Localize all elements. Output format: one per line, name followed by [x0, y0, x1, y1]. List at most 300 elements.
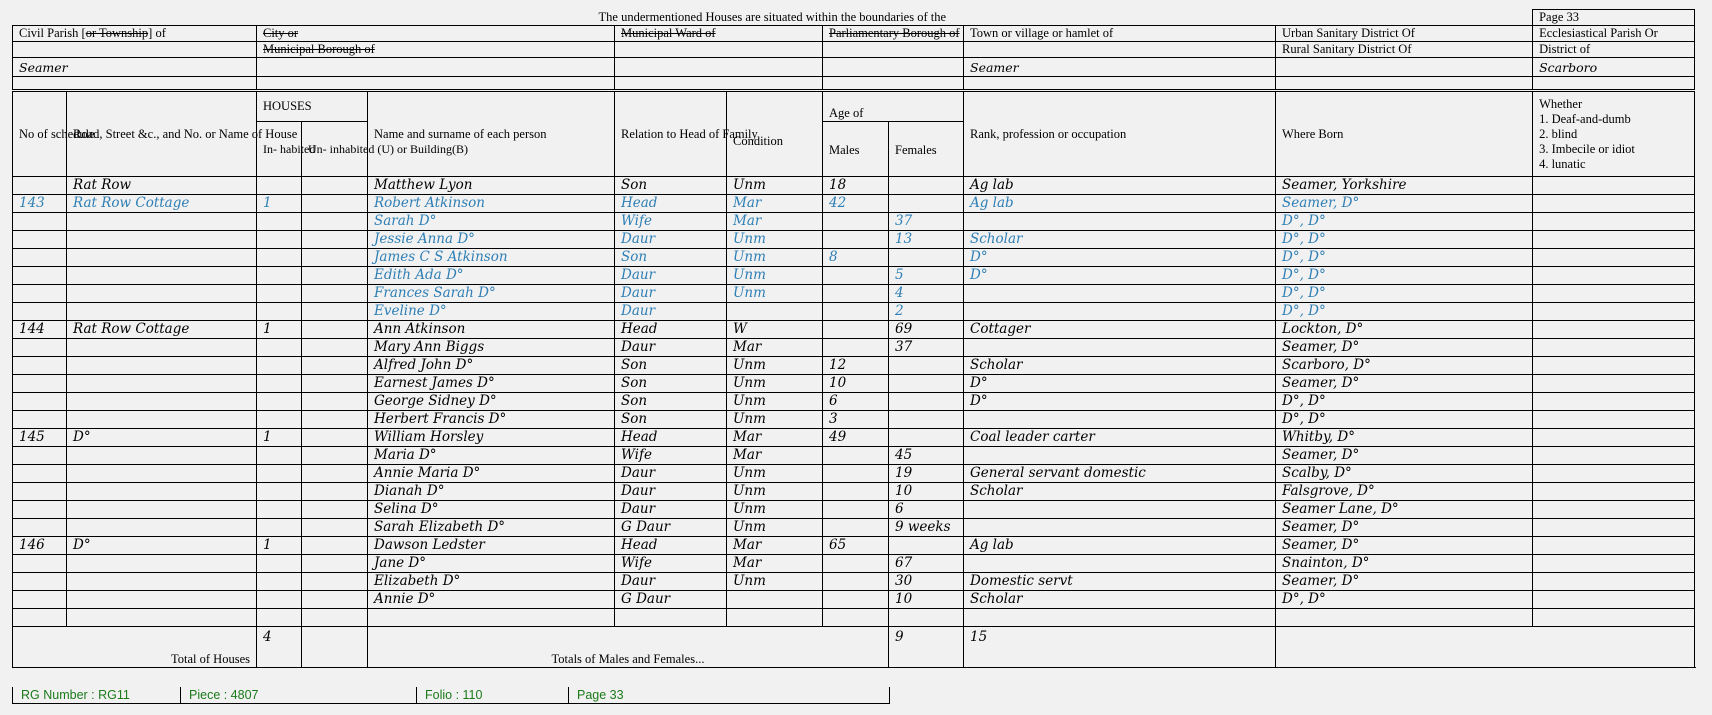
occupation-cell — [964, 555, 1276, 573]
uninhabited-cell — [302, 393, 368, 411]
table-row — [13, 393, 1695, 411]
table-row — [13, 483, 1695, 501]
table-row — [13, 465, 1695, 483]
name-cell: Ann Atkinson — [368, 321, 615, 339]
male-age-cell — [823, 303, 889, 321]
inhabited-cell — [257, 231, 302, 249]
infirmity-cell — [1533, 357, 1695, 375]
inhabited-cell — [257, 465, 302, 483]
inhabited-cell — [257, 555, 302, 573]
header-row-labels — [13, 26, 1695, 42]
infirmity-cell — [1533, 231, 1695, 249]
relation-cell: Head — [615, 195, 727, 213]
uninhabited-cell — [302, 411, 368, 429]
road-cell — [67, 285, 257, 303]
municipal-ward-label: Municipal Ward of — [615, 26, 823, 42]
birthplace-cell: D°, D° — [1276, 231, 1533, 249]
male-age-cell — [823, 573, 889, 591]
name-cell: Alfred John D° — [368, 357, 615, 375]
name-cell: Frances Sarah D° — [368, 285, 615, 303]
uninhabited-cell — [302, 483, 368, 501]
uninhabited-cell — [302, 591, 368, 609]
female-age-cell — [889, 195, 964, 213]
condition-cell: W — [727, 321, 823, 339]
schedule-cell — [13, 267, 67, 285]
inhabited-cell — [257, 177, 302, 195]
inhabited-cell — [257, 249, 302, 267]
infirmity-cell — [1533, 339, 1695, 357]
occupation-cell — [964, 519, 1276, 537]
condition-cell: Unm — [727, 375, 823, 393]
table-row — [13, 231, 1695, 249]
relation-cell: Daur — [615, 339, 727, 357]
road-cell: Rat Row Cottage — [67, 321, 257, 339]
col-name: Name and surname of each person — [368, 92, 615, 177]
male-age-cell — [823, 339, 889, 357]
relation-cell: Wife — [615, 447, 727, 465]
relation-cell: Son — [615, 411, 727, 429]
infirmity-cell — [1533, 555, 1695, 573]
condition-cell: Mar — [727, 537, 823, 555]
header-row-blank — [13, 77, 1695, 90]
road-cell — [67, 357, 257, 375]
uninhabited-cell — [302, 231, 368, 249]
schedule-cell — [13, 249, 67, 267]
piece-number: Piece : 4807 — [181, 687, 417, 703]
infirmity-cell — [1533, 411, 1695, 429]
condition-cell: Unm — [727, 501, 823, 519]
census-rows — [13, 177, 1695, 609]
relation-cell: Head — [615, 429, 727, 447]
relation-cell: Daur — [615, 285, 727, 303]
road-cell: Rat Row — [67, 177, 257, 195]
relation-cell: Daur — [615, 573, 727, 591]
occupation-cell — [964, 411, 1276, 429]
header-row-labels-2 — [13, 42, 1695, 58]
relation-cell: Son — [615, 357, 727, 375]
col-houses: HOUSES — [257, 92, 368, 122]
infirmity-cell — [1533, 483, 1695, 501]
name-cell: Herbert Francis D° — [368, 411, 615, 429]
uninhabited-cell — [302, 555, 368, 573]
condition-cell — [727, 303, 823, 321]
occupation-cell — [964, 285, 1276, 303]
name-cell: Eveline D° — [368, 303, 615, 321]
infirmity-cell — [1533, 591, 1695, 609]
uninhabited-cell — [302, 501, 368, 519]
relation-cell: Daur — [615, 231, 727, 249]
inhabited-cell — [257, 573, 302, 591]
female-age-cell: 37 — [889, 339, 964, 357]
inhabited-cell: 1 — [257, 429, 302, 447]
male-age-cell — [823, 501, 889, 519]
table-row — [13, 411, 1695, 429]
relation-cell: Son — [615, 393, 727, 411]
whether-3: 3. Imbecile or idiot — [1539, 141, 1635, 156]
table-row — [13, 573, 1695, 591]
male-age-cell — [823, 465, 889, 483]
uninhabited-cell — [302, 177, 368, 195]
total-persons-label: Totals of Males and Females... — [368, 627, 889, 668]
condition-cell: Unm — [727, 249, 823, 267]
whether-4: 4. lunatic — [1539, 156, 1586, 171]
town-value: Seamer — [964, 58, 1276, 77]
infirmity-cell — [1533, 213, 1695, 231]
occupation-cell: D° — [964, 267, 1276, 285]
road-cell: Rat Row Cottage — [67, 195, 257, 213]
condition-cell: Unm — [727, 177, 823, 195]
inhabited-cell — [257, 285, 302, 303]
infirmity-cell — [1533, 375, 1695, 393]
schedule-cell: 146 — [13, 537, 67, 555]
name-cell: Dawson Ledster — [368, 537, 615, 555]
occupation-cell: Scholar — [964, 357, 1276, 375]
birthplace-cell: Scalby, D° — [1276, 465, 1533, 483]
occupation-cell: D° — [964, 393, 1276, 411]
relation-cell: Wife — [615, 555, 727, 573]
infirmity-cell — [1533, 321, 1695, 339]
schedule-cell — [13, 177, 67, 195]
uninhabited-cell — [302, 339, 368, 357]
total-houses-label: Total of Houses — [13, 627, 257, 668]
condition-cell: Mar — [727, 195, 823, 213]
name-cell: Matthew Lyon — [368, 177, 615, 195]
infirmity-cell — [1533, 195, 1695, 213]
table-row — [13, 321, 1695, 339]
schedule-cell: 144 — [13, 321, 67, 339]
inhabited-cell — [257, 591, 302, 609]
infirmity-cell — [1533, 465, 1695, 483]
female-age-cell — [889, 357, 964, 375]
name-cell: George Sidney D° — [368, 393, 615, 411]
col-whether — [1533, 92, 1695, 177]
female-age-cell — [889, 249, 964, 267]
male-age-cell: 49 — [823, 429, 889, 447]
municipal-borough-label: Municipal Borough of — [257, 42, 615, 58]
infirmity-cell — [1533, 519, 1695, 537]
schedule-cell — [13, 393, 67, 411]
name-cell: Jessie Anna D° — [368, 231, 615, 249]
total-males: 9 — [889, 627, 964, 668]
condition-cell — [727, 591, 823, 609]
birthplace-cell: Seamer, D° — [1276, 375, 1533, 393]
male-age-cell — [823, 231, 889, 249]
eccl-label-2: District of — [1533, 42, 1695, 58]
condition-cell: Mar — [727, 429, 823, 447]
col-born: Where Born — [1276, 92, 1533, 177]
parliamentary-borough-label: Parliamentary Borough of — [823, 26, 964, 42]
infirmity-cell — [1533, 573, 1695, 591]
name-cell: Elizabeth D° — [368, 573, 615, 591]
name-cell: Robert Atkinson — [368, 195, 615, 213]
female-age-cell — [889, 177, 964, 195]
header-row-boundaries — [13, 10, 1695, 26]
name-cell: Maria D° — [368, 447, 615, 465]
occupation-cell: Ag lab — [964, 177, 1276, 195]
occupation-cell: Scholar — [964, 483, 1276, 501]
table-row — [13, 519, 1695, 537]
birthplace-cell: D°, D° — [1276, 285, 1533, 303]
condition-cell: Unm — [727, 285, 823, 303]
schedule-cell — [13, 213, 67, 231]
inhabited-cell: 1 — [257, 537, 302, 555]
road-cell — [67, 447, 257, 465]
birthplace-cell: Seamer, D° — [1276, 519, 1533, 537]
male-age-cell — [823, 519, 889, 537]
road-cell — [67, 267, 257, 285]
inhabited-cell: 1 — [257, 195, 302, 213]
female-age-cell: 30 — [889, 573, 964, 591]
inhabited-cell — [257, 303, 302, 321]
occupation-cell — [964, 303, 1276, 321]
total-females: 15 — [964, 627, 1276, 668]
infirmity-cell — [1533, 267, 1695, 285]
relation-cell: Son — [615, 375, 727, 393]
relation-cell: Daur — [615, 303, 727, 321]
table-row — [13, 501, 1695, 519]
condition-cell: Unm — [727, 231, 823, 249]
female-age-cell: 69 — [889, 321, 964, 339]
census-sheet — [12, 9, 1694, 668]
inhabited-cell — [257, 447, 302, 465]
inhabited-cell — [257, 519, 302, 537]
birthplace-cell: Snainton, D° — [1276, 555, 1533, 573]
table-row — [13, 213, 1695, 231]
infirmity-cell — [1533, 501, 1695, 519]
whether-title: Whether — [1539, 96, 1583, 111]
name-cell: Selina D° — [368, 501, 615, 519]
column-header-row-1 — [13, 92, 1695, 122]
infirmity-cell — [1533, 447, 1695, 465]
inhabited-cell — [257, 393, 302, 411]
uninhabited-cell — [302, 357, 368, 375]
rural-district-value: Scarboro — [1533, 58, 1695, 77]
occupation-cell — [964, 447, 1276, 465]
occupation-cell: Domestic servt — [964, 573, 1276, 591]
uninhabited-cell — [302, 375, 368, 393]
condition-cell: Unm — [727, 411, 823, 429]
infirmity-cell — [1533, 177, 1695, 195]
female-age-cell: 10 — [889, 591, 964, 609]
condition-cell: Unm — [727, 465, 823, 483]
folio-number: Folio : 110 — [417, 687, 569, 703]
female-age-cell — [889, 375, 964, 393]
female-age-cell: 45 — [889, 447, 964, 465]
relation-cell: Daur — [615, 483, 727, 501]
birthplace-cell: D°, D° — [1276, 393, 1533, 411]
occupation-cell: Scholar — [964, 231, 1276, 249]
road-cell — [67, 519, 257, 537]
census-table — [12, 9, 1695, 668]
relation-cell: Head — [615, 321, 727, 339]
col-occupation: Rank, profession or occupation — [964, 92, 1276, 177]
inhabited-cell — [257, 411, 302, 429]
birthplace-cell: Seamer, D° — [1276, 447, 1533, 465]
uninhabited-cell — [302, 213, 368, 231]
occupation-cell: D° — [964, 249, 1276, 267]
col-females: Females — [889, 122, 964, 177]
female-age-cell: 5 — [889, 267, 964, 285]
reference-footer — [12, 687, 890, 704]
condition-cell: Unm — [727, 357, 823, 375]
male-age-cell: 3 — [823, 411, 889, 429]
infirmity-cell — [1533, 285, 1695, 303]
table-row — [13, 339, 1695, 357]
male-age-cell: 18 — [823, 177, 889, 195]
birthplace-cell: Lockton, D° — [1276, 321, 1533, 339]
col-inhabited: In- habited — [257, 122, 302, 177]
birthplace-cell: Falsgrove, D° — [1276, 483, 1533, 501]
condition-cell: Unm — [727, 483, 823, 501]
relation-cell: G Daur — [615, 519, 727, 537]
road-cell — [67, 339, 257, 357]
female-age-cell — [889, 393, 964, 411]
male-age-cell — [823, 213, 889, 231]
table-row — [13, 537, 1695, 555]
male-age-cell: 12 — [823, 357, 889, 375]
table-row — [13, 303, 1695, 321]
occupation-cell: Ag lab — [964, 537, 1276, 555]
occupation-cell: Cottager — [964, 321, 1276, 339]
col-uninhabited: Un- inhabited (U) or Building(B) — [302, 122, 368, 177]
schedule-cell — [13, 573, 67, 591]
occupation-cell — [964, 501, 1276, 519]
col-schedule: No of schedule — [13, 92, 67, 177]
male-age-cell — [823, 555, 889, 573]
condition-cell: Mar — [727, 213, 823, 231]
road-cell — [67, 591, 257, 609]
road-cell — [67, 393, 257, 411]
infirmity-cell — [1533, 393, 1695, 411]
inhabited-cell — [257, 213, 302, 231]
female-age-cell: 2 — [889, 303, 964, 321]
birthplace-cell: D°, D° — [1276, 411, 1533, 429]
condition-cell: Unm — [727, 519, 823, 537]
boundary-text: The undermentioned Houses are situated within the boundaries of the — [13, 10, 1533, 26]
schedule-cell — [13, 465, 67, 483]
male-age-cell: 6 — [823, 393, 889, 411]
schedule-cell — [13, 231, 67, 249]
civil-parish-label: Civil Parish [or Township] of — [13, 26, 257, 42]
schedule-cell — [13, 483, 67, 501]
col-relation: Relation to Head of Family — [615, 92, 727, 177]
female-age-cell: 9 weeks — [889, 519, 964, 537]
name-cell: Annie D° — [368, 591, 615, 609]
occupation-cell: Scholar — [964, 591, 1276, 609]
male-age-cell: 65 — [823, 537, 889, 555]
eccl-label-1: Ecclesiastical Parish Or — [1533, 26, 1695, 42]
birthplace-cell: Seamer, Yorkshire — [1276, 177, 1533, 195]
road-cell — [67, 213, 257, 231]
male-age-cell — [823, 321, 889, 339]
schedule-cell — [13, 555, 67, 573]
male-age-cell — [823, 267, 889, 285]
road-cell — [67, 501, 257, 519]
road-cell — [67, 483, 257, 501]
occupation-cell — [964, 339, 1276, 357]
condition-cell: Mar — [727, 447, 823, 465]
name-cell: Dianah D° — [368, 483, 615, 501]
uninhabited-cell — [302, 285, 368, 303]
condition-cell: Unm — [727, 573, 823, 591]
birthplace-cell: Seamer Lane, D° — [1276, 501, 1533, 519]
birthplace-cell: Seamer, D° — [1276, 339, 1533, 357]
uninhabited-cell — [302, 249, 368, 267]
birthplace-cell: Seamer, D° — [1276, 573, 1533, 591]
uninhabited-cell — [302, 267, 368, 285]
inhabited-cell — [257, 501, 302, 519]
table-row — [13, 177, 1695, 195]
road-cell — [67, 555, 257, 573]
table-row — [13, 249, 1695, 267]
schedule-cell — [13, 501, 67, 519]
relation-cell: Daur — [615, 501, 727, 519]
schedule-cell: 143 — [13, 195, 67, 213]
schedule-cell — [13, 303, 67, 321]
table-row — [13, 195, 1695, 213]
occupation-cell: D° — [964, 375, 1276, 393]
male-age-cell — [823, 483, 889, 501]
col-age-of: Age of — [823, 92, 964, 122]
female-age-cell: 10 — [889, 483, 964, 501]
female-age-cell: 19 — [889, 465, 964, 483]
male-age-cell: 42 — [823, 195, 889, 213]
birthplace-cell: D°, D° — [1276, 591, 1533, 609]
female-age-cell: 67 — [889, 555, 964, 573]
city-label: City or — [257, 26, 615, 42]
table-row — [13, 375, 1695, 393]
condition-cell: Mar — [727, 339, 823, 357]
table-row — [13, 447, 1695, 465]
civil-parish-value: Seamer — [13, 58, 257, 77]
road-cell: D° — [67, 537, 257, 555]
birthplace-cell: Whitby, D° — [1276, 429, 1533, 447]
schedule-cell: 145 — [13, 429, 67, 447]
relation-cell: Son — [615, 249, 727, 267]
table-row — [13, 555, 1695, 573]
relation-cell: G Daur — [615, 591, 727, 609]
page-label: Page 33 — [1533, 10, 1695, 26]
road-cell — [67, 465, 257, 483]
rg-number: RG Number : RG11 — [13, 687, 181, 703]
occupation-cell — [964, 213, 1276, 231]
blank-row — [13, 609, 1695, 627]
name-cell: William Horsley — [368, 429, 615, 447]
condition-cell: Unm — [727, 267, 823, 285]
birthplace-cell: D°, D° — [1276, 249, 1533, 267]
col-road: Road, Street &c., and No. or Name of House — [67, 92, 257, 177]
totals-row — [13, 627, 1695, 668]
road-cell — [67, 249, 257, 267]
condition-cell: Unm — [727, 393, 823, 411]
road-cell — [67, 573, 257, 591]
schedule-cell — [13, 357, 67, 375]
name-cell: Edith Ada D° — [368, 267, 615, 285]
female-age-cell — [889, 537, 964, 555]
inhabited-cell — [257, 357, 302, 375]
total-houses-value: 4 — [257, 627, 302, 668]
inhabited-cell: 1 — [257, 321, 302, 339]
infirmity-cell — [1533, 429, 1695, 447]
table-row — [13, 285, 1695, 303]
schedule-cell — [13, 375, 67, 393]
name-cell: Annie Maria D° — [368, 465, 615, 483]
urban-district-label: Urban Sanitary District Of — [1276, 26, 1533, 42]
uninhabited-cell — [302, 573, 368, 591]
table-row — [13, 357, 1695, 375]
occupation-cell: Coal leader carter — [964, 429, 1276, 447]
name-cell: Sarah Elizabeth D° — [368, 519, 615, 537]
